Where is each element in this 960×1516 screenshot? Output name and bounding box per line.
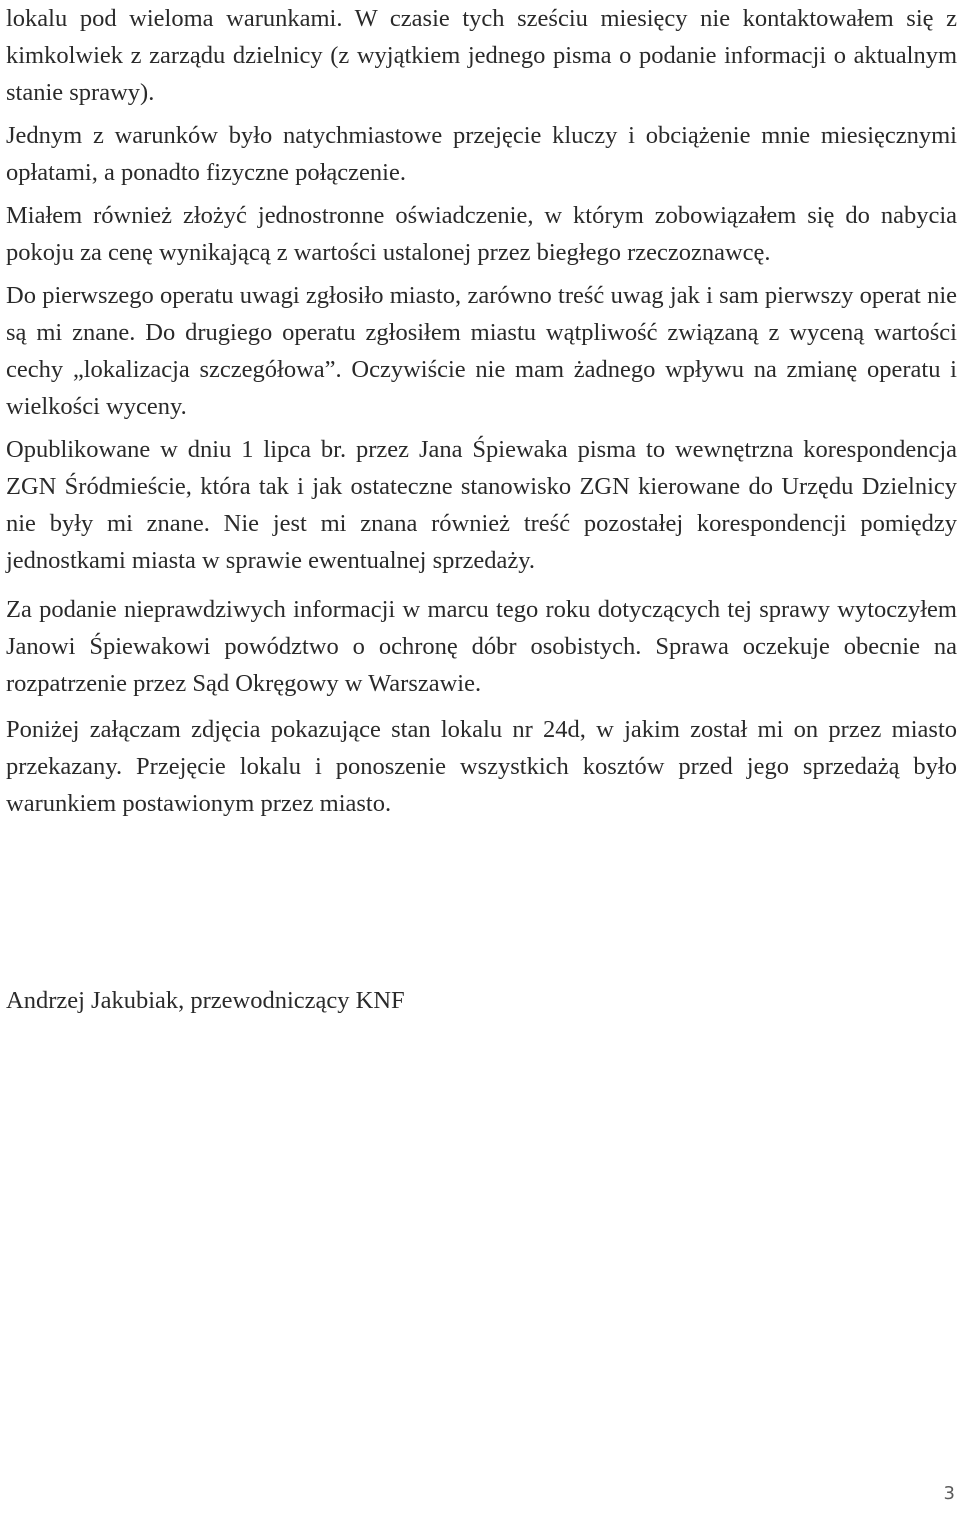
document-body: [6, 0, 957, 822]
paragraph-5: Opublikowane w dniu 1 lipca br. przez Jana Śpiewaka pisma to wewnętrzna korespondencja ZGN Śródmieście, która tak i jak ostateczne stanowisko ZGN kierowane do Urzędu Dzielnicy nie były mi znane. Nie jest mi znana również treść pozostałej korespondencji pomiędzy jednostkami miasta w sprawie ewentualnej sprzedaży.: [6, 436, 957, 574]
paragraph-6: Za podanie nieprawdziwych informacji w marcu tego roku dotyczących tej sprawy wytoczyłem Janowi Śpiewakowi powództwo o ochronę dóbr osobistych. Sprawa oczekuje obecnie na rozpatrzenie przez Sąd Okręgowy w Warszawie.: [6, 596, 957, 697]
paragraph-2: Jednym z warunków było natychmiastowe przejęcie kluczy i obciążenie mnie miesięcznymi opłatami, a ponadto fizyczne połączenie.: [6, 122, 957, 186]
signature: Andrzej Jakubiak, przewodniczący KNF: [6, 987, 405, 1014]
page-number: 3: [943, 1483, 955, 1504]
paragraph-3: Miałem również złożyć jednostronne oświadczenie, w którym zobowiązałem się do nabycia pokoju za cenę wynikającą z wartości ustalonej przez biegłego rzeczoznawcę.: [6, 202, 957, 266]
paragraph-4: Do pierwszego operatu uwagi zgłosiło miasto, zarówno treść uwag jak i sam pierwszy operat nie są mi znane. Do drugiego operatu zgłosiłem miastu wątpliwość związaną z wyceną wartości cechy „lokalizacja szczegółowa”. Oczywiście nie mam żadnego wpływu na zmianę operatu i wielkości wyceny.: [6, 282, 957, 420]
paragraph-7: Poniżej załączam zdjęcia pokazujące stan lokalu nr 24d, w jakim został mi on przez miasto przekazany. Przejęcie lokalu i ponoszenie wszystkich kosztów przed jego sprzedażą było warunkiem postawionym przez miasto.: [6, 716, 957, 817]
paragraph-1: lokalu pod wieloma warunkami. W czasie tych sześciu miesięcy nie kontaktowałem się z kimkolwiek z zarządu dzielnicy (z wyjątkiem jednego pisma o podanie informacji o aktualnym stanie sprawy).: [6, 5, 957, 106]
